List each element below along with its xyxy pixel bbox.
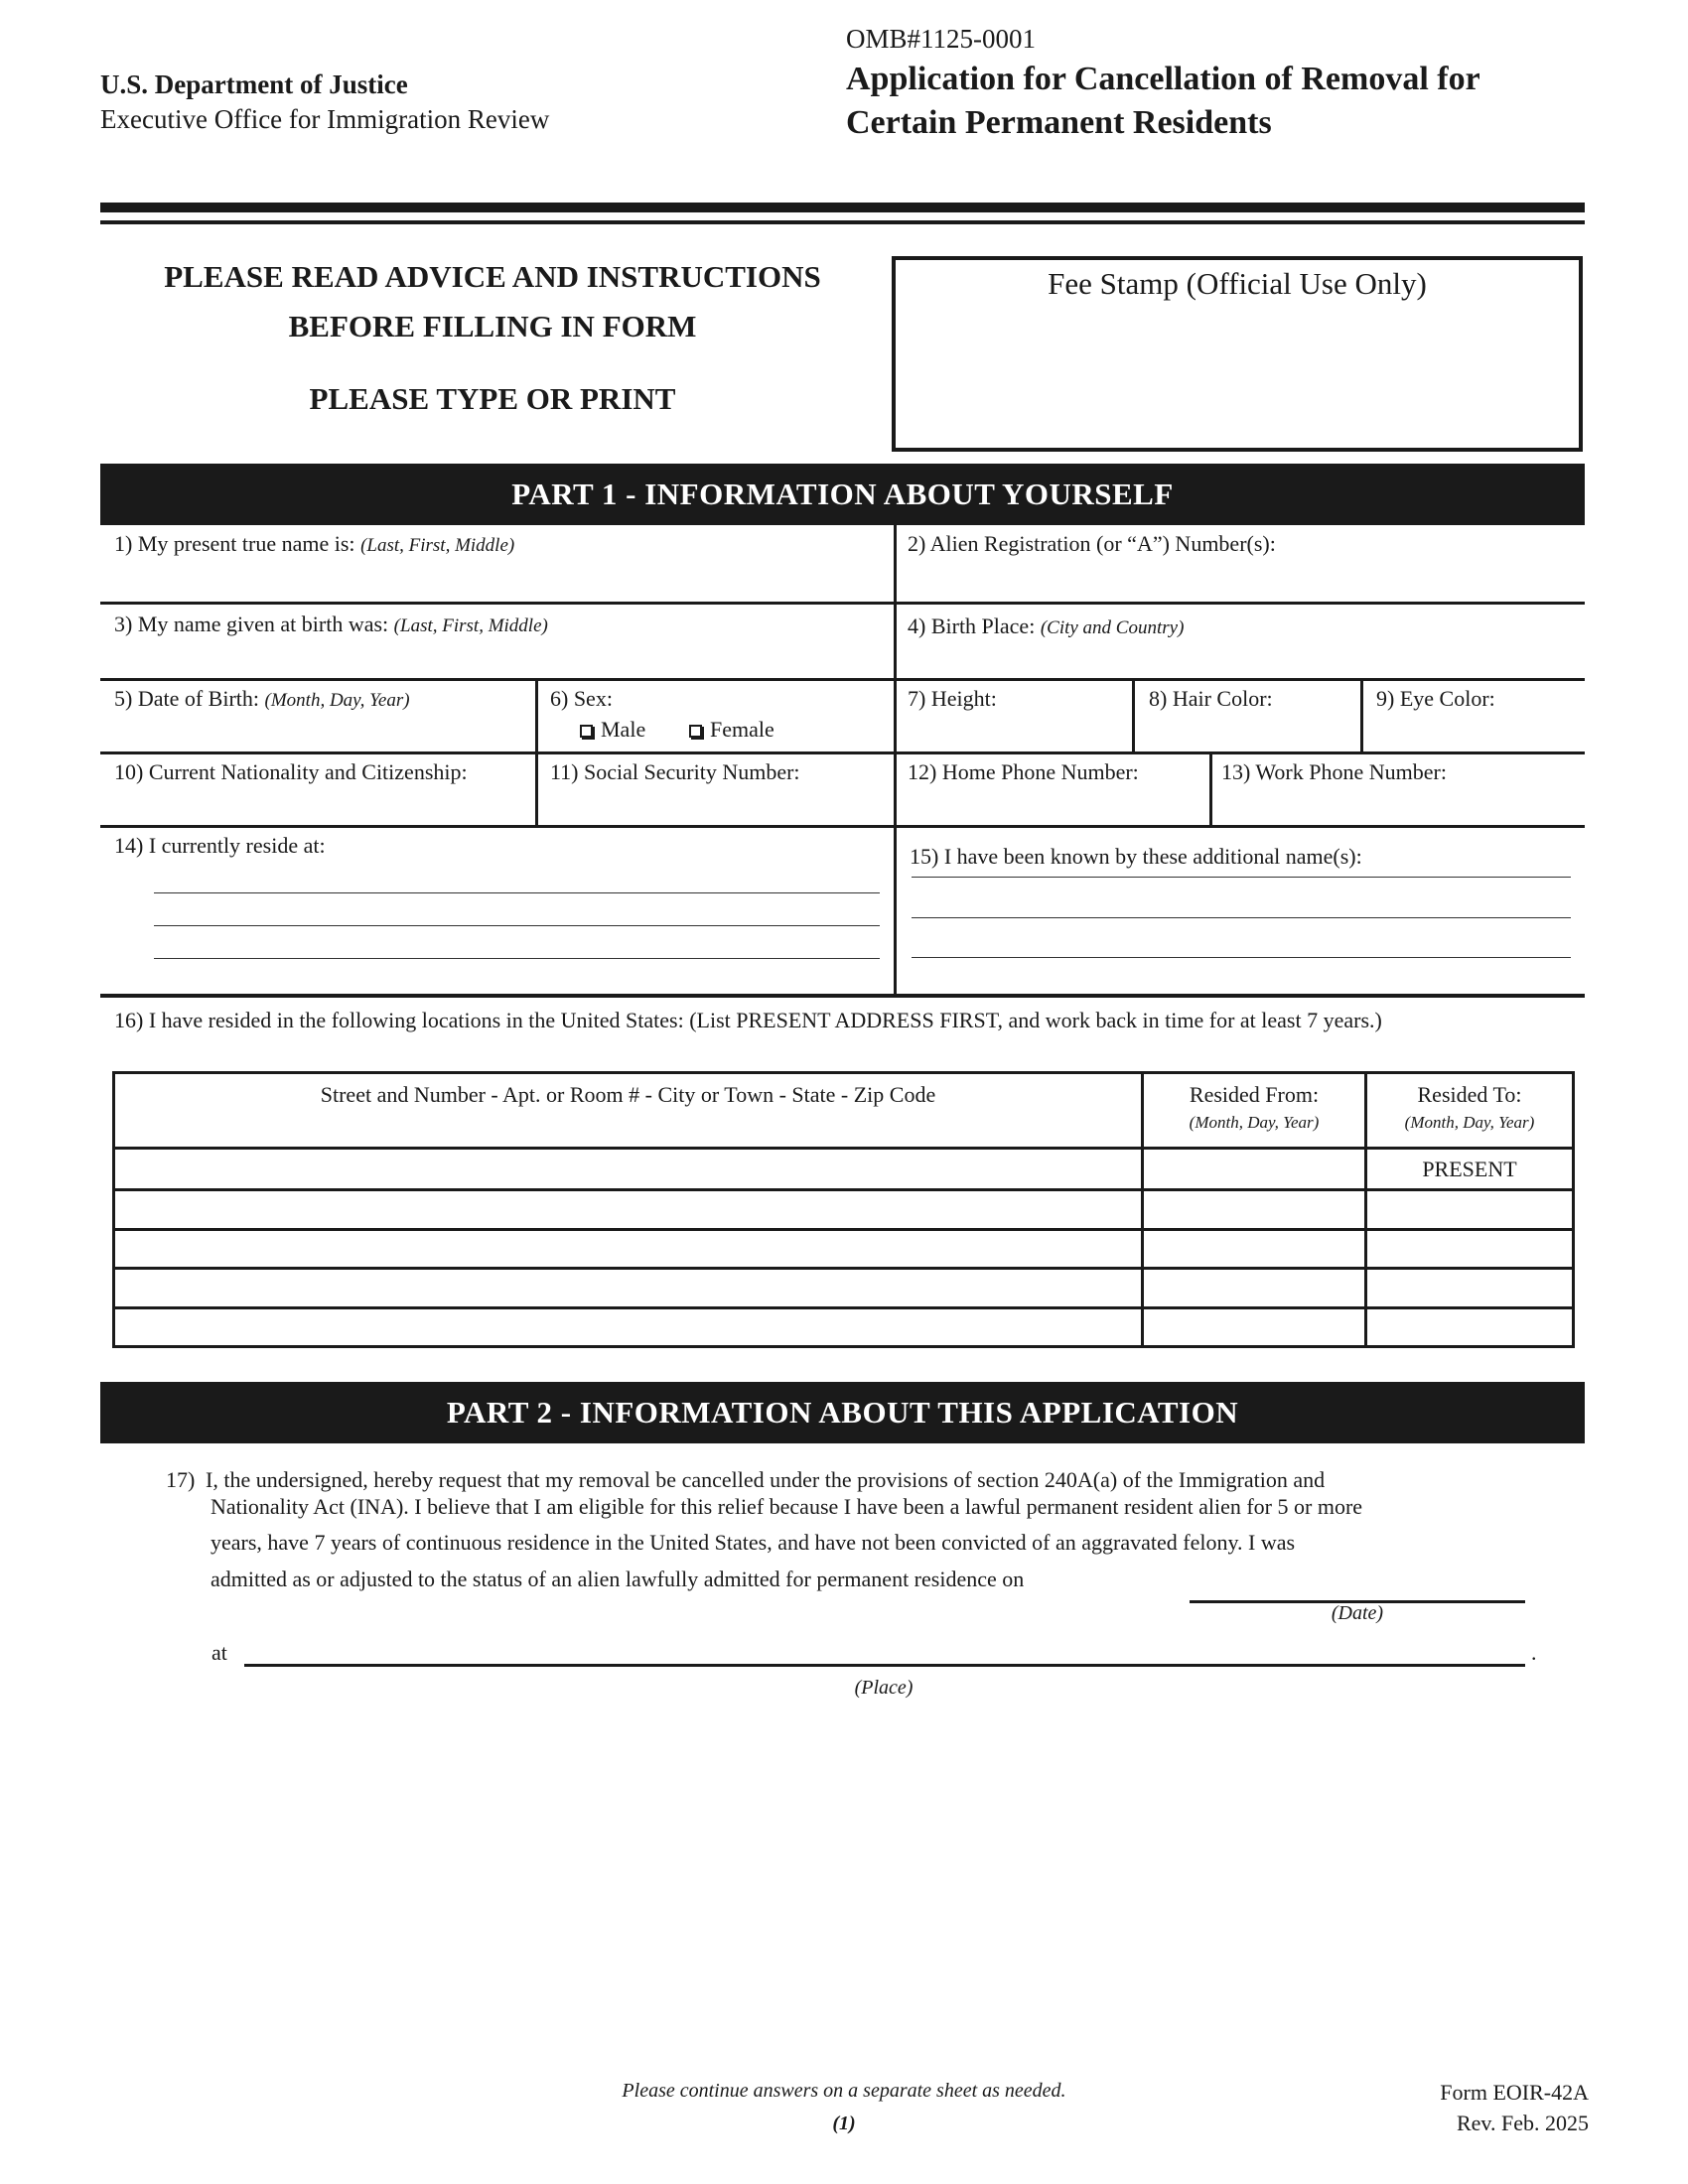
table-present-value: PRESENT [1422,1157,1517,1181]
fee-stamp-label: Fee Stamp (Official Use Only) [1048,266,1427,301]
male-checkbox[interactable] [580,725,593,738]
table-row-divider-1 [112,1188,1575,1191]
form-title-line2: Certain Permanent Residents [846,104,1272,141]
type-or-print-notice: PLEASE TYPE OR PRINT [309,381,676,416]
table-row-divider-2 [112,1228,1575,1231]
form-title [846,58,1480,145]
header-rule-thin [100,220,1585,224]
additional-names-label: 15) I have been known by these additional name(s): [910,844,1362,869]
place-hint: (Place) [854,1677,914,1699]
department-name: U.S. Department of Justice [100,69,408,99]
dob-label: 5) Date of Birth: [114,686,260,711]
question-17-number: 17) [166,1467,196,1492]
sex-label: 6) Sex: [550,686,613,711]
present-name-label: 1) My present true name is: [114,531,355,556]
divider-sex [535,678,538,825]
field-nationality[interactable]: 10) Current Nationality and Citizenship: [114,759,468,784]
divider-row5 [100,994,1585,998]
divider-hair [1132,678,1135,751]
notice-line2: BEFORE FILLING IN FORM [288,309,697,343]
office-name: Executive Office for Immigration Review [100,104,550,134]
field-alien-number[interactable] [908,531,1276,557]
table-header-from-hint: (Month, Day, Year) [1189,1113,1320,1132]
residence-line-2[interactable] [154,925,880,926]
table-row-divider-3 [112,1267,1575,1270]
notice-line1: PLEASE READ ADVICE AND INSTRUCTIONS [164,259,821,294]
table-row-divider-4 [112,1306,1575,1309]
additional-names-line-3[interactable] [912,957,1571,958]
field-present-name[interactable] [114,531,514,557]
instructions-notice [100,252,885,351]
table-header-to-hint: (Month, Day, Year) [1404,1113,1535,1132]
residence-label: 14) I currently reside at: [114,833,326,858]
sex-male-option[interactable] [580,717,645,743]
divider-work-phone [1209,751,1212,825]
divider-row3 [100,751,1585,754]
additional-names-line-2[interactable] [912,917,1571,918]
table-header-divider [112,1147,1575,1150]
form-title-line1: Application for Cancellation of Removal for [846,61,1480,97]
omb-number: OMB#1125-0001 [846,24,1037,54]
q17-line2: Nationality Act (INA). I believe that I am eligible for this relief because I have been a lawful permanent resident alien for 5 or more [211,1494,1363,1519]
form-id-block [1291,2077,1589,2138]
part2-heading: PART 2 - INFORMATION ABOUT THIS APPLICATION [100,1382,1585,1443]
birth-place-hint: (City and Country) [1040,617,1185,638]
field-birth-name[interactable] [114,612,548,637]
form-revision: Rev. Feb. 2025 [1456,2111,1589,2135]
alien-number-label: 2) Alien Registration (or “A”) Number(s): [908,531,1276,556]
page-number: (1) [832,2113,856,2134]
continue-note: Please continue answers on a separate sheet as needed. [622,2080,1066,2102]
birth-name-hint: (Last, First, Middle) [393,615,548,636]
header-rule-thick [100,203,1585,212]
table-header-address: Street and Number - Apt. or Room # - City or Town - State - Zip Code [320,1082,936,1107]
field-home-phone[interactable]: 12) Home Phone Number: [908,759,1139,784]
additional-names-line-1[interactable] [912,877,1571,878]
residence-line-3[interactable] [154,958,880,959]
place-line[interactable] [244,1664,1525,1667]
male-label: Male [601,717,646,742]
place-period: . [1531,1640,1537,1665]
form-id: Form EOIR-42A [1440,2080,1589,2105]
residence-line-1[interactable] [154,892,880,893]
part1-heading: PART 1 - INFORMATION ABOUT YOURSELF [100,464,1585,525]
female-checkbox[interactable] [689,725,702,738]
field-height[interactable]: 7) Height: [908,686,997,711]
date-hint: (Date) [1331,1602,1384,1624]
table-header-from: Resided From: [1189,1082,1320,1107]
field-work-phone[interactable]: 13) Work Phone Number: [1221,759,1447,784]
table-header-to: Resided To: [1417,1082,1522,1107]
field-birth-place[interactable] [908,614,1184,639]
q17-line3: years, have 7 years of continuous residence in the United States, and have not been convicted of an aggravated felony. I was [211,1530,1296,1555]
female-label: Female [710,717,774,742]
divider-row4 [100,825,1585,828]
birth-place-label: 4) Birth Place: [908,614,1036,638]
birth-name-label: 3) My name given at birth was: [114,612,389,636]
field-ssn[interactable]: 11) Social Security Number: [550,759,800,784]
divider-center [894,525,897,994]
field-hair-color[interactable]: 8) Hair Color: [1149,686,1273,711]
present-name-hint: (Last, First, Middle) [360,535,515,556]
divider-eye [1360,678,1363,751]
q17-line4: admitted as or adjusted to the status of an alien lawfully admitted for permanent residence on [211,1567,1025,1591]
residence-history-label: 16) I have resided in the following locations in the United States: (List PRESENT ADDRESS FIRST, and work back in time for at least 7 years.) [114,1008,1382,1032]
field-eye-color[interactable]: 9) Eye Color: [1376,686,1495,711]
q17-line1: I, the undersigned, hereby request that my removal be cancelled under the provisions of section 240A(a) of the Immigration and [206,1467,1326,1492]
field-date-of-birth[interactable] [114,686,410,712]
divider-row1 [100,602,1585,605]
sex-female-option[interactable] [689,717,774,743]
dob-hint: (Month, Day, Year) [264,690,410,711]
at-label: at [211,1640,227,1665]
